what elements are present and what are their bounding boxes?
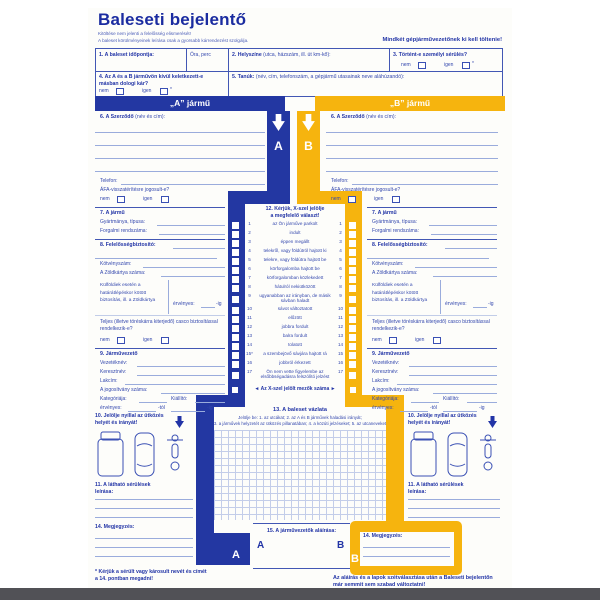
signature-letter-a: A <box>257 540 265 551</box>
reason-checkbox-b[interactable] <box>349 343 356 350</box>
reason-row: 11 előzött 11 <box>247 315 343 320</box>
policy-label: Kötvényszám: <box>372 261 404 267</box>
vat-label: ÁFA-visszatérítésre jogosult-e? <box>331 187 401 193</box>
arrow-down-icon-b <box>302 114 315 131</box>
q2-label: 2. Helyszíne (utca, házszám, ill. út km-kő): <box>232 52 331 58</box>
remarks-line-a[interactable] <box>95 547 193 548</box>
phone-label: Telefon: <box>331 178 349 184</box>
reason-checkbox-a[interactable] <box>232 307 239 314</box>
reason-checkbox-b[interactable] <box>349 285 356 292</box>
subtitle-line1: Kitöltése nem jelenti a felelősség elismerését! <box>98 31 191 36</box>
issuer-line[interactable] <box>195 402 225 403</box>
reason-checkbox-a[interactable] <box>232 276 239 283</box>
sketch-border-a <box>196 407 214 539</box>
divider <box>95 239 225 240</box>
reason-row: 12 jobbra fordult 12 <box>246 324 344 329</box>
vehicle-details-b <box>367 204 497 414</box>
greencard-line[interactable] <box>433 276 497 277</box>
yes-label: igen <box>374 196 384 202</box>
divider <box>96 71 502 72</box>
reason-row: 13 balra fordult 13 <box>246 333 344 338</box>
field-line[interactable] <box>367 258 489 259</box>
field-line[interactable] <box>95 132 265 133</box>
reason-checkbox-a[interactable] <box>232 258 239 265</box>
casco-question: Teljes (illetve töréskárra kiterjedő) casco biztosítással rendelkezik-e? <box>372 319 490 333</box>
reason-row: 10 sávot változtatott 10 <box>246 306 344 311</box>
sketch-title: 13. A baleset vázlata <box>273 407 327 413</box>
greencard-line[interactable] <box>161 276 225 277</box>
casco-no-checkbox[interactable] <box>117 337 125 344</box>
casco-no-checkbox[interactable] <box>389 337 397 344</box>
category-line[interactable] <box>139 402 167 403</box>
vat-yes-checkbox[interactable] <box>161 196 169 203</box>
greencard-label: A Zöldkártya száma: <box>372 270 418 276</box>
casco-yes-checkbox[interactable] <box>161 337 169 344</box>
arrow-right-icon: ► <box>330 386 336 392</box>
arrow-down-icon-a <box>272 114 285 131</box>
no-label: nem <box>100 337 110 343</box>
arrow-down-icon <box>488 416 497 428</box>
divider <box>95 207 225 208</box>
phone-line[interactable] <box>352 184 498 185</box>
accident-report-form <box>88 8 512 588</box>
vat-no-checkbox[interactable] <box>348 196 356 203</box>
contractor-label: 6. A Szerződő (név és cím): <box>100 114 166 120</box>
corner-letter-a: A <box>232 549 240 561</box>
reason-row: 2 indult 2 <box>248 230 342 235</box>
plate-label: Forgalmi rendszáma: <box>100 228 147 234</box>
lastname-line[interactable] <box>409 366 497 367</box>
visible-damage-label: 11. A látható sérülések leírása: <box>95 482 151 496</box>
remarks-line-b[interactable] <box>363 556 450 557</box>
yes-label: igen <box>143 337 153 343</box>
vehicle-details-a <box>95 204 225 414</box>
no-label: nem <box>99 88 109 94</box>
contractor-section-a <box>95 111 267 204</box>
arrow-left-icon: ◄ <box>254 386 260 392</box>
no-label: nem <box>372 337 382 343</box>
casco-question: Teljes (illetve töréskárra kiterjedő) casco biztosítással rendelkezik-e? <box>100 319 218 333</box>
policy-label: Kötvényszám: <box>100 261 132 267</box>
reason-row: 6 körforgalomba hajtott be 6 <box>248 266 342 271</box>
divider <box>186 49 187 71</box>
address-line[interactable] <box>125 384 225 385</box>
reason-checkbox-a[interactable] <box>232 334 239 341</box>
vehicle-diagrams[interactable] <box>97 431 189 478</box>
sketch-hint2: 3. a járművek helyzetét az ütközés pillanatában; 4. a közúti jelzéseket; 5. az utcaneveket <box>213 421 387 426</box>
reason-checkbox-b[interactable] <box>349 334 356 341</box>
valid-label: érvényes: <box>372 405 394 411</box>
reason-row: 5 telekre, vagy földútra hajtott be 5 <box>248 257 342 262</box>
issuer-line[interactable] <box>467 402 497 403</box>
insurer-label: 8. Felelősségbiztosító: <box>100 242 156 248</box>
reason-checkbox-b[interactable] <box>349 296 356 303</box>
damage-section-a <box>95 407 193 532</box>
lastname-label: Vezetéknév: <box>100 360 128 366</box>
impact-point-label: 10. Jelölje nyíllal az ütközés helyét és irányát! <box>95 413 164 426</box>
until-label: -ig <box>207 405 213 411</box>
until-label: -ig <box>479 405 485 411</box>
q1-label: 1. A baleset időpontja: <box>99 52 154 58</box>
reason-checkbox-b[interactable] <box>349 316 356 323</box>
signature-letter-b: B <box>337 540 345 551</box>
from-label: -tól <box>430 405 437 411</box>
divider <box>228 49 229 96</box>
remarks-line-b[interactable] <box>363 547 450 548</box>
insurer-line[interactable] <box>173 248 225 249</box>
reason-row: 17 Ön nem vette figyelembe az elsőbbségadásra felszólító jelzést 17 <box>246 369 344 380</box>
policy-line[interactable] <box>143 267 225 268</box>
from-label: -tól <box>158 405 165 411</box>
vat-yes-checkbox[interactable] <box>392 196 400 203</box>
field-line[interactable] <box>326 171 498 172</box>
yes-label: igen <box>143 196 153 202</box>
reason-checkbox-a[interactable] <box>232 352 239 359</box>
divider <box>168 280 169 314</box>
divider <box>367 239 497 240</box>
divider <box>253 523 350 524</box>
make-line[interactable] <box>157 225 225 226</box>
phone-line[interactable] <box>121 184 265 185</box>
field-line[interactable] <box>95 158 265 159</box>
reason-checkbox-b[interactable] <box>349 276 356 283</box>
reason-row: 16 jobbról érkezett 16 <box>246 360 344 365</box>
q3-no-checkbox[interactable] <box>418 62 426 69</box>
impact-point-label: 10. Jelölje nyíllal az ütközés helyét és irányát! <box>408 413 477 426</box>
firstname-line[interactable] <box>137 375 225 376</box>
reason-checkbox-b[interactable] <box>349 222 356 229</box>
damage-line[interactable] <box>95 499 193 500</box>
reason-row: 14 tolatott 14 <box>246 342 344 347</box>
reason-checkbox-a[interactable] <box>232 285 239 292</box>
scan-bottom-bar <box>0 588 600 600</box>
foreign-insurance-note: Külföldiek esetén a határátlépéskor kötött biztosítás, ill. a Zöldkártya <box>100 283 156 304</box>
q4-label: 4. Az A és a B járművön kívül keletkezett-e másban dologi kár? <box>99 74 204 87</box>
issuer-label: Kiállító: <box>171 396 188 402</box>
divider <box>367 348 497 349</box>
reason-checkbox-a[interactable] <box>232 325 239 332</box>
sketch-hint1: Jelölje be: 1. az utcákat; 2. az A és B járművek haladási irányát; <box>238 415 362 420</box>
reason-checkbox-b[interactable] <box>349 240 356 247</box>
until-label: -ig <box>216 301 222 307</box>
divider <box>367 315 497 316</box>
vat-no-checkbox[interactable] <box>117 196 125 203</box>
divider <box>389 49 390 71</box>
phone-label: Telefon: <box>100 178 118 184</box>
contractor-section-b <box>326 111 500 204</box>
remarks-line-a[interactable] <box>95 556 193 557</box>
reason-checkbox-a[interactable] <box>232 296 239 303</box>
reason-row: 3 éppen megállt 3 <box>248 239 342 244</box>
valid-line[interactable] <box>201 307 215 308</box>
license-line[interactable] <box>161 393 225 394</box>
until-label: -ig <box>488 301 494 307</box>
field-line[interactable] <box>326 158 498 159</box>
footer-note: Az aláírás és a lapok szétválasztása után a Baleseti bejelentőn már semmit sem szabad változtatni! <box>333 575 493 589</box>
valid-line[interactable] <box>473 307 487 308</box>
form-title: Baleseti bejelentő <box>98 10 247 29</box>
license-label: A jogosítvány száma: <box>372 387 420 393</box>
field-line[interactable] <box>326 145 498 146</box>
reason-row: 15* a szembejövő sávjára hajtott rá 15 <box>246 351 344 356</box>
reason-checkbox-a[interactable] <box>232 222 239 229</box>
driver-label: 9. Járművezető <box>100 351 138 357</box>
address-label: Lakcím: <box>100 378 118 384</box>
vehicle-b-banner: „B” jármű <box>315 96 505 111</box>
field-line[interactable] <box>95 258 217 259</box>
intro-table <box>95 48 503 97</box>
count-row: ◄ Az X-szel jelölt mezők száma ► <box>254 386 336 392</box>
policy-line[interactable] <box>415 267 497 268</box>
plate-line[interactable] <box>159 234 225 235</box>
remarks-label-b: 14. Megjegyzés: <box>363 533 403 539</box>
reason-checkbox-a[interactable] <box>232 343 239 350</box>
damage-line[interactable] <box>408 499 500 500</box>
greencard-label: A Zöldkártya száma: <box>100 270 146 276</box>
firstname-label: Keresztnév: <box>100 369 127 375</box>
address-line[interactable] <box>397 384 497 385</box>
valid-label: érvényes: <box>100 405 122 411</box>
reason-checkbox-b[interactable] <box>349 361 356 368</box>
reasons-title: 12. Kérjük, X-szel jelölje a megfelelő választ! <box>265 206 325 219</box>
reason-checkbox-b[interactable] <box>349 372 356 379</box>
count-box-a[interactable] <box>232 387 238 393</box>
remarks-label-a: 14. Megjegyzés: <box>95 524 135 530</box>
divider <box>95 315 225 316</box>
category-label: Kategóriája: <box>100 396 127 402</box>
vehicle-diagrams[interactable] <box>410 431 502 478</box>
sketch-border-b <box>386 407 404 539</box>
signature-line[interactable] <box>253 568 350 569</box>
yes-label: igen <box>142 88 152 94</box>
category-label: Kategóriája: <box>372 396 399 402</box>
driver-label: 9. Járművezető <box>372 351 410 357</box>
damage-line[interactable] <box>95 517 193 518</box>
reason-checkbox-a[interactable] <box>232 231 239 238</box>
reason-checkbox-b[interactable] <box>349 325 356 332</box>
q4-no-checkbox[interactable] <box>116 88 124 95</box>
vehicle-a-banner: „A” jármű <box>95 96 285 111</box>
vat-label: ÁFA-visszatérítésre jogosult-e? <box>100 187 170 193</box>
reason-checkbox-a[interactable] <box>232 267 239 274</box>
lastname-line[interactable] <box>137 366 225 367</box>
plate-line[interactable] <box>431 234 497 235</box>
reason-row: 8 hátulról nekiütközött 8 <box>248 284 342 289</box>
yes-label: igen <box>444 62 454 68</box>
reason-checkbox-b[interactable] <box>349 258 356 265</box>
damage-section-b <box>408 407 500 532</box>
corner-a <box>196 533 250 565</box>
divider <box>440 280 441 314</box>
remarks-line-a[interactable] <box>95 538 193 539</box>
signature-box[interactable] <box>253 523 350 573</box>
band-letter-b: B <box>304 139 313 153</box>
firstname-line[interactable] <box>409 375 497 376</box>
reason-row: 4 telekről, vagy földútról hajtott ki 4 <box>248 248 342 253</box>
reason-checkbox-a[interactable] <box>232 240 239 247</box>
remarks-inner-b <box>360 532 454 566</box>
arrow-down-icon <box>175 416 184 428</box>
make-label: Gyártmánya, típusa: <box>372 219 418 225</box>
license-label: A jogosítvány száma: <box>100 387 148 393</box>
reason-checkbox-b[interactable] <box>349 307 356 314</box>
plate-label: Forgalmi rendszáma: <box>372 228 419 234</box>
lastname-label: Vezetéknév: <box>372 360 400 366</box>
firstname-label: Keresztnév: <box>372 369 399 375</box>
damage-line[interactable] <box>95 508 193 509</box>
reason-row: 1 az Ön járműve parkolt 1 <box>248 221 342 226</box>
count-box-b[interactable] <box>350 387 356 393</box>
reason-row: 9 ugyanabban az irányban, de másik sávban haladt 9 <box>248 293 342 304</box>
make-line[interactable] <box>429 225 497 226</box>
reason-checkbox-a[interactable] <box>232 316 239 323</box>
reason-checkbox-b[interactable] <box>349 352 356 359</box>
insurer-label: 8. Felelősségbiztosító: <box>372 242 428 248</box>
q5-label: 5. Tanúk: (név, cím, telefonszám, a gépjármű utasainak neve aláhúzandó): <box>232 74 405 80</box>
star-footnote: * Kérjük a sérült vagy károsult nevét és címét a 14. pontban megadni! <box>95 569 207 583</box>
divider <box>95 348 225 349</box>
subtitle-line2: A baleset körülményeinek leírása csak a gyorsabb kárrendezést szolgálja. <box>98 38 249 43</box>
fill-note: Mindkét gépjárművezetőnek ki kell töltenie! <box>382 37 502 43</box>
casco-yes-checkbox[interactable] <box>433 337 441 344</box>
damage-line[interactable] <box>408 517 500 518</box>
reason-checkbox-b[interactable] <box>349 267 356 274</box>
license-line[interactable] <box>433 393 497 394</box>
valid-label: érvényes: <box>445 301 467 307</box>
insurer-line[interactable] <box>445 248 497 249</box>
reason-checkbox-b[interactable] <box>349 231 356 238</box>
divider <box>367 207 497 208</box>
q4-yes-checkbox[interactable] <box>160 88 168 95</box>
visible-damage-label: 11. A látható sérülések leírása: <box>408 482 464 496</box>
no-label: nem <box>100 196 110 202</box>
q3-label: 3. Történt-e személyi sérülés? <box>393 52 468 58</box>
q1-hint: Óra, perc <box>190 52 211 58</box>
category-line[interactable] <box>411 402 439 403</box>
signature-title: 15. A járművezetők aláírása: <box>266 528 337 534</box>
address-label: Lakcím: <box>372 378 390 384</box>
q3-yes-checkbox[interactable] <box>462 62 470 69</box>
reason-checkbox-a[interactable] <box>232 249 239 256</box>
vehicle-label: 7. A jármű <box>372 210 397 216</box>
make-label: Gyártmánya, típusa: <box>100 219 146 225</box>
damage-line[interactable] <box>408 508 500 509</box>
reason-checkbox-a[interactable] <box>232 361 239 368</box>
no-label: nem <box>331 196 341 202</box>
reason-row: 7 körforgalomban közlekedett 7 <box>248 275 342 280</box>
star-mark: * <box>472 61 474 67</box>
sketch-grid[interactable] <box>214 430 386 520</box>
star-mark: * <box>170 87 172 93</box>
reason-checkbox-a[interactable] <box>232 372 239 379</box>
reason-checkbox-b[interactable] <box>349 249 356 256</box>
field-line[interactable] <box>95 171 265 172</box>
field-line[interactable] <box>95 145 265 146</box>
no-label: nem <box>401 62 411 68</box>
issuer-label: Kiállító: <box>443 396 460 402</box>
yes-label: igen <box>415 337 425 343</box>
band-letter-a: A <box>274 139 283 153</box>
valid-label: érvényes: <box>173 301 195 307</box>
contractor-label: 6. A Szerződő (név és cím): <box>331 114 397 120</box>
field-line[interactable] <box>326 132 498 133</box>
foreign-insurance-note: Külföldiek esetén a határátlépéskor kötött biztosítás, ill. a Zöldkártya <box>372 283 428 304</box>
corner-letter-b: B <box>351 553 359 565</box>
vehicle-label: 7. A jármű <box>100 210 125 216</box>
